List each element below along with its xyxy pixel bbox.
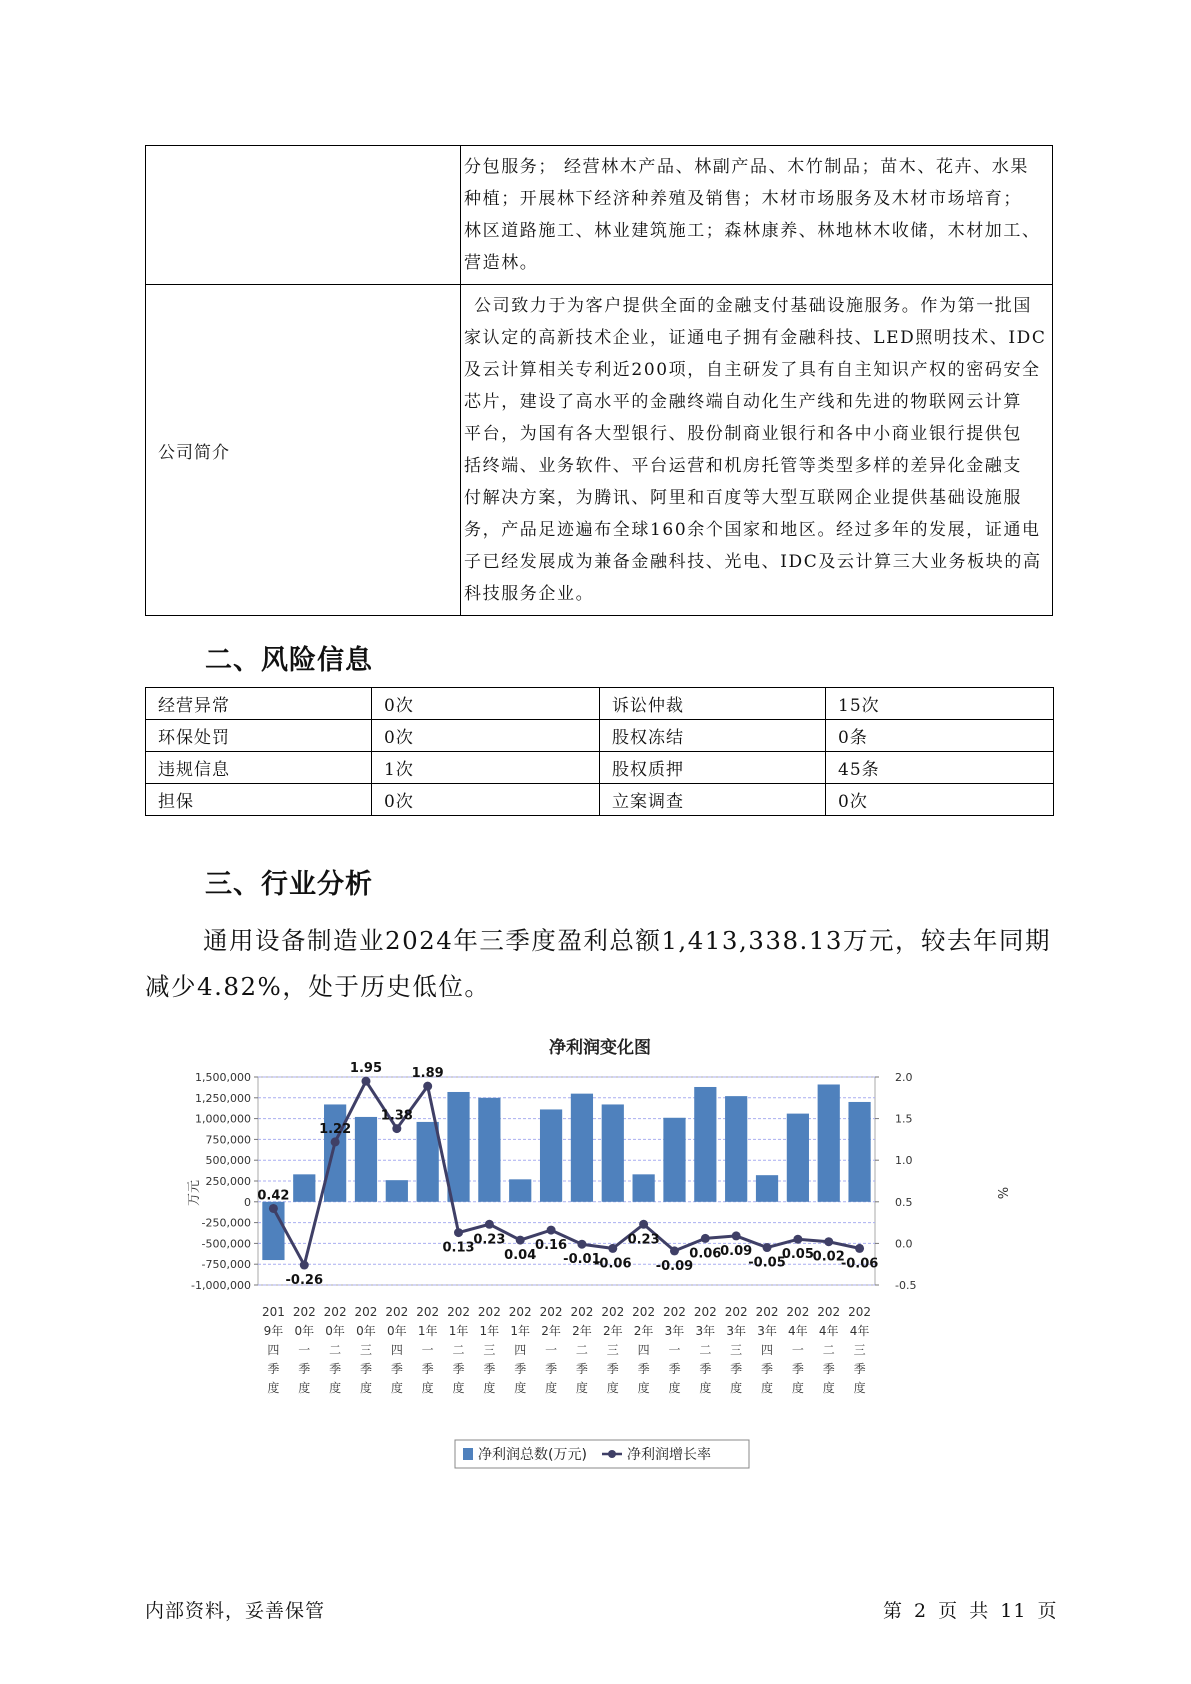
- company-profile-label: 公司简介: [146, 285, 461, 616]
- risk-section-heading: 二、风险信息: [205, 645, 373, 676]
- growth-rate-label: 0.06: [689, 1246, 722, 1262]
- x-tick-label: 202 4年三季度: [848, 1305, 872, 1395]
- company-profile-text: [461, 285, 1053, 616]
- x-tick-label: 201 9年四季度: [261, 1305, 285, 1395]
- net-profit-bar: [540, 1109, 562, 1201]
- risk-item-value: 15次: [826, 688, 1054, 720]
- right-tick-label: 1.0: [895, 1154, 913, 1168]
- net-profit-bar: [633, 1174, 655, 1201]
- growth-rate-point: [331, 1137, 340, 1146]
- risk-item-value: 1次: [372, 752, 600, 784]
- profile-line: 子已经发展成为兼备金融科技、光电、IDC及云计算三大业务板块的高: [464, 552, 1042, 572]
- net-profit-bar: [355, 1117, 377, 1202]
- risk-item-label: 违规信息: [146, 752, 372, 784]
- growth-rate-point: [639, 1220, 648, 1229]
- net-profit-bar: [571, 1094, 593, 1202]
- left-tick-label: -750,000: [201, 1258, 251, 1272]
- business-scope-label-cell: [146, 146, 461, 285]
- legend-line-marker: [608, 1450, 616, 1458]
- x-tick-label: 202 2年四季度: [632, 1305, 656, 1395]
- x-tick-label: 202 1年四季度: [508, 1305, 532, 1395]
- growth-rate-label: -0.06: [594, 1256, 632, 1272]
- x-tick-label: 202 2年三季度: [601, 1305, 625, 1395]
- net-profit-bar: [509, 1179, 531, 1201]
- left-tick-label: 250,000: [205, 1175, 251, 1188]
- growth-rate-point: [547, 1226, 556, 1235]
- footer-page-number: 第 2 页 共 11 页: [883, 1600, 1058, 1622]
- risk-item-label: 诉讼仲裁: [600, 688, 826, 720]
- risk-item-label: 担保: [146, 784, 372, 816]
- growth-rate-label: -0.26: [285, 1273, 324, 1289]
- growth-rate-point: [361, 1077, 370, 1086]
- business-scope-line: 种植；开展林下经济种养殖及销售；木材市场服务及木材市场培育；: [464, 189, 1022, 209]
- growth-rate-label: 0.23: [473, 1232, 506, 1248]
- x-tick-label: 202 1年二季度: [447, 1305, 470, 1395]
- growth-rate-point: [855, 1244, 864, 1253]
- growth-rate-point: [701, 1234, 710, 1243]
- x-tick-label: 202 0年四季度: [385, 1305, 409, 1395]
- chart-title: 净利润变化图: [549, 1038, 651, 1058]
- net-profit-bar: [818, 1084, 840, 1201]
- risk-item-label: 股权质押: [600, 752, 826, 784]
- growth-rate-label: 0.23: [627, 1232, 660, 1248]
- right-axis-title: %: [994, 1186, 1009, 1200]
- net-profit-bar: [756, 1175, 778, 1202]
- profile-line: 芯片，建设了高水平的金融终端自动化生产线和先进的物联网云计算: [464, 392, 1022, 412]
- risk-item-label: 立案调查: [600, 784, 826, 816]
- left-tick-label: 750,000: [205, 1133, 251, 1147]
- growth-rate-label: 1.89: [411, 1066, 444, 1082]
- legend-bar-swatch: [463, 1448, 473, 1460]
- growth-rate-point: [454, 1228, 463, 1237]
- net-profit-bar: [324, 1104, 346, 1201]
- growth-rate-label: 1.95: [349, 1061, 383, 1077]
- business-scope-line: 分包服务； 经营林木产品、林副产品、木竹制品；苗木、花卉、水果: [464, 157, 1030, 177]
- risk-item-value: 0条: [826, 720, 1054, 752]
- right-tick-label: -0.5: [895, 1279, 917, 1292]
- net-profit-bar: [293, 1174, 315, 1201]
- growth-rate-label: 0.04: [504, 1248, 537, 1264]
- growth-rate-point: [670, 1246, 679, 1255]
- net-profit-bar: [447, 1092, 469, 1202]
- industry-summary-paragraph: 通用设备制造业2024年三季度盈利总额1,413,338.13万元，较去年同期减少4.82%，处于历史低位。: [145, 926, 1052, 1001]
- legend-bar-label: 净利润总数(万元): [478, 1447, 587, 1463]
- growth-rate-label: 0.42: [257, 1188, 290, 1204]
- risk-item-value: 0次: [826, 784, 1054, 816]
- net-profit-bar: [602, 1104, 624, 1201]
- x-tick-label: 202 2年二季度: [570, 1305, 594, 1395]
- net-profit-bar: [417, 1122, 439, 1202]
- growth-rate-label: 0.02: [812, 1249, 845, 1265]
- industry-section-heading: 三、行业分析: [205, 869, 373, 900]
- risk-item-label: 经营异常: [146, 688, 372, 720]
- business-scope-line: 林区道路施工、林业建筑施工；森林康养、林地林木收储，木材加工、: [464, 221, 1041, 241]
- right-tick-label: 2.0: [895, 1071, 913, 1084]
- x-tick-label: 202 3年三季度: [724, 1305, 748, 1395]
- net-profit-bar: [787, 1114, 809, 1202]
- growth-rate-label: -0.06: [840, 1256, 879, 1272]
- risk-item-label: 环保处罚: [146, 720, 372, 752]
- left-tick-label: 1,250,000: [195, 1091, 251, 1105]
- profile-line: 括终端、业务软件、平台运营和机房托管等类型多样的差异化金融支: [464, 456, 1022, 476]
- growth-rate-label: 0.13: [442, 1240, 475, 1256]
- x-tick-label: 202 4年一季度: [786, 1305, 810, 1395]
- risk-row: [146, 784, 1054, 816]
- growth-rate-point: [485, 1220, 494, 1229]
- x-tick-label: 202 0年二季度: [323, 1305, 347, 1395]
- growth-rate-label: -0.05: [748, 1255, 786, 1271]
- profile-line: 科技服务企业。: [464, 584, 595, 604]
- left-tick-label: -500,000: [201, 1237, 251, 1251]
- net-profit-chart: [180, 1035, 1009, 1485]
- left-tick-label: 1,000,000: [195, 1112, 251, 1126]
- x-tick-label: 202 3年一季度: [663, 1305, 686, 1395]
- growth-rate-label: 1.38: [380, 1108, 413, 1124]
- growth-rate-label: 0.05: [781, 1247, 814, 1263]
- growth-rate-label: -0.01: [563, 1252, 601, 1268]
- right-tick-label: 0.0: [895, 1237, 913, 1251]
- growth-rate-label: 1.22: [319, 1121, 352, 1137]
- profile-line: 务，产品足迹遍布全球160余个国家和地区。经过多年的发展，证通电: [464, 520, 1041, 540]
- x-tick-label: 202 4年二季度: [817, 1305, 841, 1395]
- left-tick-label: 500,000: [205, 1154, 251, 1168]
- x-tick-label: 202 3年二季度: [693, 1305, 717, 1395]
- business-scope-row: [146, 146, 1053, 285]
- growth-rate-point: [732, 1231, 741, 1240]
- net-profit-bar: [848, 1102, 870, 1202]
- left-tick-label: 1,500,000: [195, 1071, 251, 1084]
- growth-rate-label: 0.16: [535, 1238, 568, 1254]
- risk-row: [146, 688, 1054, 720]
- growth-rate-label: -0.09: [655, 1258, 694, 1274]
- x-tick-label: 202 0年三季度: [354, 1305, 378, 1395]
- growth-rate-point: [269, 1204, 278, 1213]
- profile-line: 及云计算相关专利近200项，自主研发了具有自主知识产权的密码安全: [464, 360, 1041, 380]
- growth-rate-point: [824, 1237, 833, 1246]
- profile-line: 平台，为国有各大型银行、股份制商业银行和各中小商业银行提供包: [464, 424, 1022, 444]
- growth-rate-point: [608, 1244, 617, 1253]
- right-axis-ticks: [875, 1071, 916, 1292]
- growth-rate-point: [423, 1082, 432, 1091]
- profile-line: 家认定的高新技术企业，证通电子拥有金融科技、LED照明技术、IDC: [464, 328, 1047, 348]
- profile-line: 付解决方案，为腾讯、阿里和百度等大型互联网企业提供基础设施服: [464, 488, 1022, 508]
- risk-item-label: 股权冻结: [600, 720, 826, 752]
- company-profile-row: [146, 285, 1053, 616]
- right-tick-label: 0.5: [895, 1195, 913, 1209]
- legend-line-label: 净利润增长率: [627, 1447, 711, 1463]
- growth-rate-point: [793, 1235, 802, 1244]
- left-tick-label: 0: [244, 1195, 251, 1209]
- net-profit-bar: [694, 1087, 716, 1202]
- risk-row: [146, 752, 1054, 784]
- profile-line: 公司致力于为客户提供全面的金融支付基础设施服务。作为第一批国: [474, 296, 1032, 316]
- x-axis-labels: [262, 1305, 871, 1395]
- net-profit-bar: [725, 1096, 747, 1202]
- growth-rate-point: [392, 1124, 401, 1133]
- risk-info-table: [145, 687, 1054, 816]
- net-profit-bar: [478, 1098, 500, 1202]
- x-tick-label: 202 1年三季度: [477, 1305, 501, 1395]
- growth-rate-point: [516, 1236, 525, 1245]
- x-tick-label: 202 1年一季度: [416, 1305, 440, 1395]
- business-scope-cell: [461, 146, 1053, 285]
- footer-confidential-note: 内部资料，妥善保管: [145, 1600, 326, 1622]
- risk-item-value: 0次: [372, 688, 600, 720]
- net-profit-bar: [386, 1180, 408, 1202]
- net-profit-bar: [663, 1118, 685, 1202]
- left-axis-title: 万元: [187, 1179, 202, 1207]
- right-tick-label: 1.5: [895, 1112, 913, 1126]
- x-tick-label: 202 2年一季度: [539, 1305, 563, 1395]
- company-info-table: [145, 145, 1053, 616]
- risk-item-value: 0次: [372, 720, 600, 752]
- risk-row: [146, 720, 1054, 752]
- risk-item-value: 45条: [826, 752, 1054, 784]
- growth-rate-point: [577, 1240, 586, 1249]
- x-tick-label: 202 0年一季度: [292, 1305, 316, 1395]
- x-tick-label: 202 3年四季度: [755, 1305, 779, 1395]
- chart-legend: [455, 1440, 749, 1468]
- growth-rate-point: [763, 1243, 772, 1252]
- risk-item-value: 0次: [372, 784, 600, 816]
- business-scope-line: 营造林。: [464, 253, 539, 273]
- growth-rate-label: 0.09: [720, 1243, 753, 1259]
- left-tick-label: -1,000,000: [191, 1279, 251, 1292]
- growth-rate-point: [300, 1261, 309, 1270]
- left-tick-label: -250,000: [201, 1216, 251, 1230]
